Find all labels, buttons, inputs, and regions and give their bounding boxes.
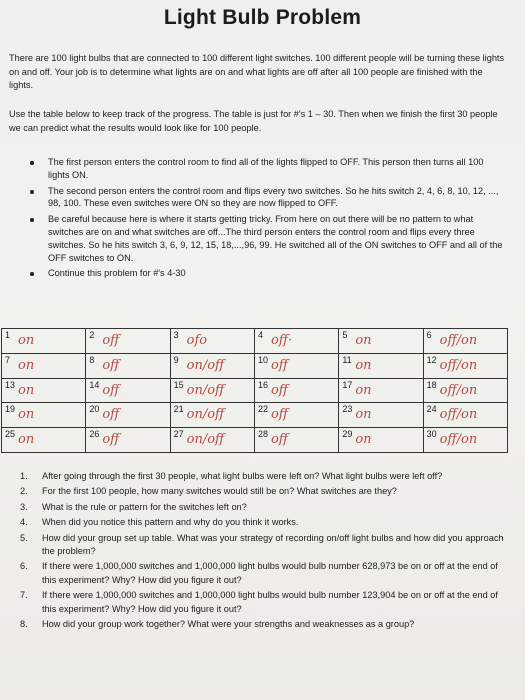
switch-number: 7 — [5, 354, 11, 365]
bullet-dot-icon — [30, 190, 34, 194]
rules-list — [30, 156, 505, 283]
switch-number: 14 — [89, 379, 100, 390]
switch-number: 9 — [173, 354, 179, 365]
switch-number: 18 — [426, 379, 437, 390]
switch-cell — [423, 428, 507, 453]
handwritten-state: on — [18, 357, 35, 373]
handwritten-state: on/off — [186, 407, 225, 423]
page-title: Light Bulb Problem — [163, 6, 362, 29]
switch-number: 2 — [89, 330, 95, 340]
switch-number: 29 — [342, 429, 353, 440]
handwritten-state: off — [270, 382, 289, 398]
switch-cell — [86, 428, 170, 453]
question-item: 6. If there were 1,000,000 switches and 1,000,000 light bulbs would bulb number 628,973 be on or off at the end of this experiment? Why? How did you figure it out? — [20, 561, 498, 585]
table-row — [2, 428, 508, 453]
instructions-paragraph: Use the table below to keep track of the progress. The table is just for #'s 1 – 30. Then when we finish the first 30 people we can predict what the results would look like for 100 people. — [9, 109, 498, 133]
switch-cell — [339, 428, 423, 453]
switch-cell — [254, 403, 338, 428]
progress-table — [1, 328, 508, 453]
bullet-dot-icon — [30, 272, 34, 276]
switch-number: 11 — [342, 354, 352, 365]
rule-item: Be careful because here is where it starts getting tricky. From here on out there will be no pattern to what switches are on and what switches are off...The third person enters the control room and flips every three switches. So he hits switch 3, 6, 9, 12, 15, 18,...,96, 99. He switched all of the ON switches to OFF and all of the OFF switches to ON. — [30, 213, 505, 264]
switch-cell — [86, 353, 170, 378]
handwritten-state: off/on — [439, 357, 478, 373]
switch-number: 21 — [173, 404, 184, 415]
switch-number: 13 — [5, 379, 16, 390]
switch-cell — [170, 403, 254, 428]
handwritten-state: on/off — [186, 382, 225, 398]
switch-number: 3 — [173, 330, 179, 340]
switch-number: 28 — [257, 429, 268, 440]
switch-cell — [2, 403, 86, 428]
table-row — [2, 378, 508, 403]
switch-number: 15 — [173, 379, 184, 390]
switch-cell — [339, 403, 423, 428]
handwritten-state: on — [18, 432, 35, 448]
switch-number: 27 — [173, 429, 184, 440]
switch-cell — [423, 329, 507, 354]
table-row — [2, 403, 508, 428]
handwritten-state: off/on — [439, 333, 478, 348]
handwritten-state: off — [270, 357, 289, 373]
switch-number: 4 — [257, 330, 263, 340]
switch-cell — [86, 329, 170, 354]
handwritten-state: off — [102, 357, 120, 373]
rule-item: The first person enters the control room to find all of the lights flipped to OFF. This person then turns all 100 lights ON. — [30, 156, 505, 182]
switch-number: 17 — [342, 379, 353, 390]
switch-cell — [339, 329, 423, 354]
switch-number: 22 — [257, 404, 268, 415]
table-row — [2, 329, 508, 354]
question-item: 8. How did your group work together? What were your strengths and weaknesses as a group? — [20, 619, 415, 630]
switch-cell — [2, 353, 86, 378]
handwritten-state: off — [270, 432, 289, 448]
switch-cell — [2, 428, 86, 453]
rule-item: Continue this problem for #'s 4-30 — [30, 267, 505, 280]
switch-cell — [254, 353, 338, 378]
handwritten-state: on — [355, 357, 372, 373]
handwritten-state: on/off — [186, 432, 225, 448]
switch-cell — [170, 353, 254, 378]
switch-number: 10 — [257, 354, 268, 365]
switch-number: 16 — [257, 379, 268, 390]
handwritten-state: on — [18, 382, 35, 398]
switch-number: 12 — [426, 354, 437, 365]
switch-cell — [86, 378, 170, 403]
switch-cell — [339, 353, 423, 378]
question-item: 4. When did you notice this pattern and why do you think it works. — [20, 517, 299, 528]
switch-cell — [254, 378, 338, 403]
handwritten-state: on — [18, 333, 35, 348]
switch-cell — [86, 403, 170, 428]
switch-number: 24 — [426, 404, 437, 415]
switch-number: 19 — [5, 404, 16, 415]
table-row — [2, 353, 508, 378]
handwritten-state: off/on — [439, 432, 478, 448]
switch-number: 25 — [5, 429, 16, 440]
intro-paragraph: There are 100 light bulbs that are connected to 100 different light switches. 100 different people will be turning these lights on and off. Your job is to determine what lights are on and what lights are off after all 100 people are finished with the lights. — [9, 53, 505, 90]
switch-cell — [2, 378, 86, 403]
bullet-dot-icon — [30, 218, 34, 222]
switch-cell — [339, 378, 423, 403]
switch-cell — [170, 428, 254, 453]
handwritten-state: on — [18, 407, 35, 423]
handwritten-state: off· — [270, 333, 293, 348]
switch-number: 6 — [426, 330, 432, 340]
handwritten-state: on — [355, 432, 372, 448]
switch-number: 1 — [5, 330, 11, 340]
switch-cell — [170, 378, 254, 403]
handwritten-state: off — [102, 382, 120, 398]
handwritten-state: off — [102, 333, 120, 348]
question-item: 7. If there were 1,000,000 switches and 1,000,000 light bulbs would bulb number 123,904 be on or off at the end of this experiment? Why? How did you figure it out? — [20, 590, 498, 614]
bullet-dot-icon — [30, 161, 34, 165]
handwritten-state: on/off — [186, 357, 225, 373]
handwritten-state: off/on — [439, 407, 478, 423]
switch-cell — [2, 329, 86, 354]
switch-number: 8 — [89, 354, 95, 365]
handwritten-state: off/on — [439, 382, 478, 398]
question-item: 1. After going through the first 30 people, what light bulbs were left on? What light bulbs were left off? — [20, 471, 443, 481]
question-item: 5. How did your group set up table. What was your strategy of recording on/off light bulbs and how did you approach the problem? — [20, 532, 504, 557]
switch-cell — [254, 428, 338, 453]
rule-item: The second person enters the control room and flips every two switches. So he hits switch 2, 4, 6, 8, 10, 12, ..., 98, 100. These even switches were ON so they are now flipped to OFF. — [30, 185, 505, 211]
question-item: 2. For the first 100 people, how many switches would still be on? What switches are they? — [20, 486, 397, 497]
switch-number: 20 — [89, 404, 100, 415]
switch-number: 26 — [89, 429, 100, 440]
handwritten-state: off — [270, 407, 289, 423]
handwritten-state: ofo — [186, 333, 208, 348]
switch-cell — [423, 403, 507, 428]
switch-number: 23 — [342, 404, 353, 415]
switch-cell — [423, 353, 507, 378]
handwritten-state: on — [355, 382, 372, 398]
switch-number: 5 — [342, 330, 348, 340]
handwritten-state: off — [102, 432, 120, 448]
switch-number: 30 — [426, 429, 437, 440]
handwritten-state: on — [355, 333, 372, 348]
switch-cell — [254, 329, 338, 354]
question-item: 3. What is the rule or pattern for the switches left on? — [20, 501, 247, 512]
switch-cell — [423, 378, 507, 403]
questions-list — [20, 470, 510, 633]
handwritten-state: off — [102, 407, 120, 423]
switch-cell — [170, 329, 254, 354]
handwritten-state: on — [355, 407, 372, 423]
